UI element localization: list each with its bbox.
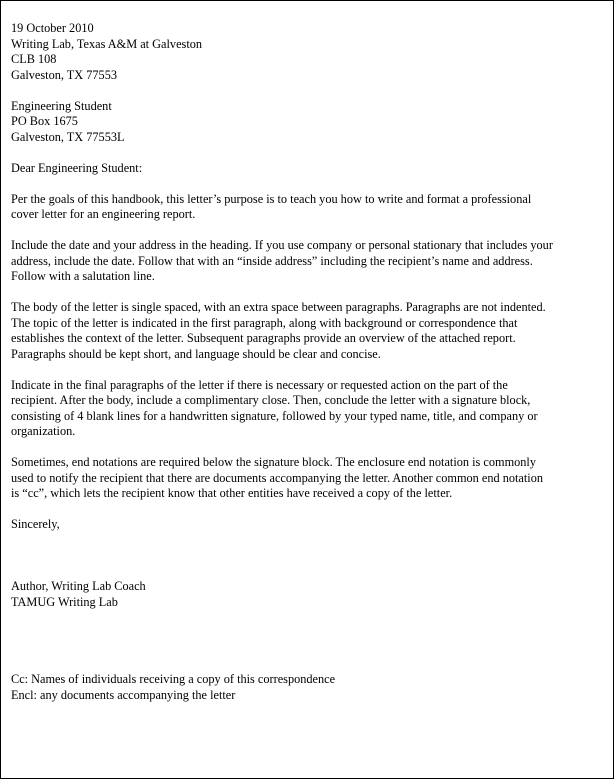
letter-body	[11, 21, 611, 703]
paragraph-line: The topic of the letter is indicated in the first paragraph, along with background or correspondence that	[11, 315, 518, 330]
paragraph-end-notations	[11, 455, 611, 502]
recipient-name: Engineering Student	[11, 98, 112, 113]
enclosure-notation: Encl: any documents accompanying the letter	[11, 687, 236, 702]
paragraph-line: cover letter for an engineering report.	[11, 207, 196, 221]
salutation-line: Dear Engineering Student:	[11, 160, 143, 175]
sender-building: CLB 108	[11, 52, 57, 66]
sender-organization: Writing Lab, Texas A&M at Galveston	[11, 36, 203, 51]
spacer	[11, 176, 611, 192]
paragraph-line: establishes the context of the letter. Subsequent paragraphs provide an overview of the attached report.	[11, 331, 516, 345]
paragraph-closing-guidance	[11, 378, 611, 440]
paragraph-line: Per the goals of this handbook, this letter’s purpose is to teach you how to write and format a professional	[11, 191, 532, 206]
signature-block	[11, 579, 611, 610]
paragraph-body-guidance	[11, 300, 611, 362]
recipient-po-box: PO Box 1675	[11, 114, 78, 128]
signature-space	[11, 533, 611, 580]
cc-notation: Cc: Names of individuals receiving a copy of this correspondence	[11, 672, 336, 686]
paragraph-purpose	[11, 192, 611, 223]
signature-name-title: Author, Writing Lab Coach	[11, 579, 146, 593]
complimentary-close: Sincerely,	[11, 517, 60, 531]
paragraph-line: used to notify the recipient that there are documents accompanying the letter. Another common end notation	[11, 470, 544, 485]
paragraph-line: is “cc”, which lets the recipient know that other entities have received a copy of the letter.	[11, 486, 453, 500]
paragraph-line: recipient. After the body, include a complimentary close. Then, conclude the letter with a signature block,	[11, 393, 531, 407]
paragraph-line: Sometimes, end notations are required below the signature block. The enclosure end notation is commonly	[11, 455, 536, 469]
paragraph-line: Include the date and your address in the heading. If you use company or personal stationary that includes your	[11, 238, 553, 252]
paragraph-line: consisting of 4 blank lines for a handwritten signature, followed by your typed name, title, and company or	[11, 408, 538, 423]
letter-date: 19 October 2010	[11, 21, 94, 35]
sender-city: Galveston, TX 77553	[11, 67, 117, 82]
paragraph-line: The body of the letter is single spaced, with an extra space between paragraphs. Paragraphs are not indented.	[11, 300, 546, 314]
paragraph-heading-guidance	[11, 238, 611, 285]
paragraph-line: Paragraphs should be kept short, and language should be clear and concise.	[11, 346, 381, 361]
sender-heading	[11, 21, 611, 83]
spacer	[11, 83, 611, 99]
inside-address	[11, 99, 611, 146]
signature-organization: TAMUG Writing Lab	[11, 594, 118, 609]
paragraph-line: Indicate in the final paragraphs of the letter if there is necessary or requested action on the part of the	[11, 377, 508, 392]
recipient-city: Galveston, TX 77553L	[11, 129, 125, 144]
spacer	[11, 145, 611, 161]
spacer	[11, 610, 611, 672]
paragraph-line: Follow with a salutation line.	[11, 269, 155, 283]
end-notations	[11, 672, 611, 703]
paragraph-line: organization.	[11, 424, 76, 438]
paragraph-line: address, include the date. Follow that with an “inside address” including the recipient’s name and address.	[11, 253, 533, 268]
